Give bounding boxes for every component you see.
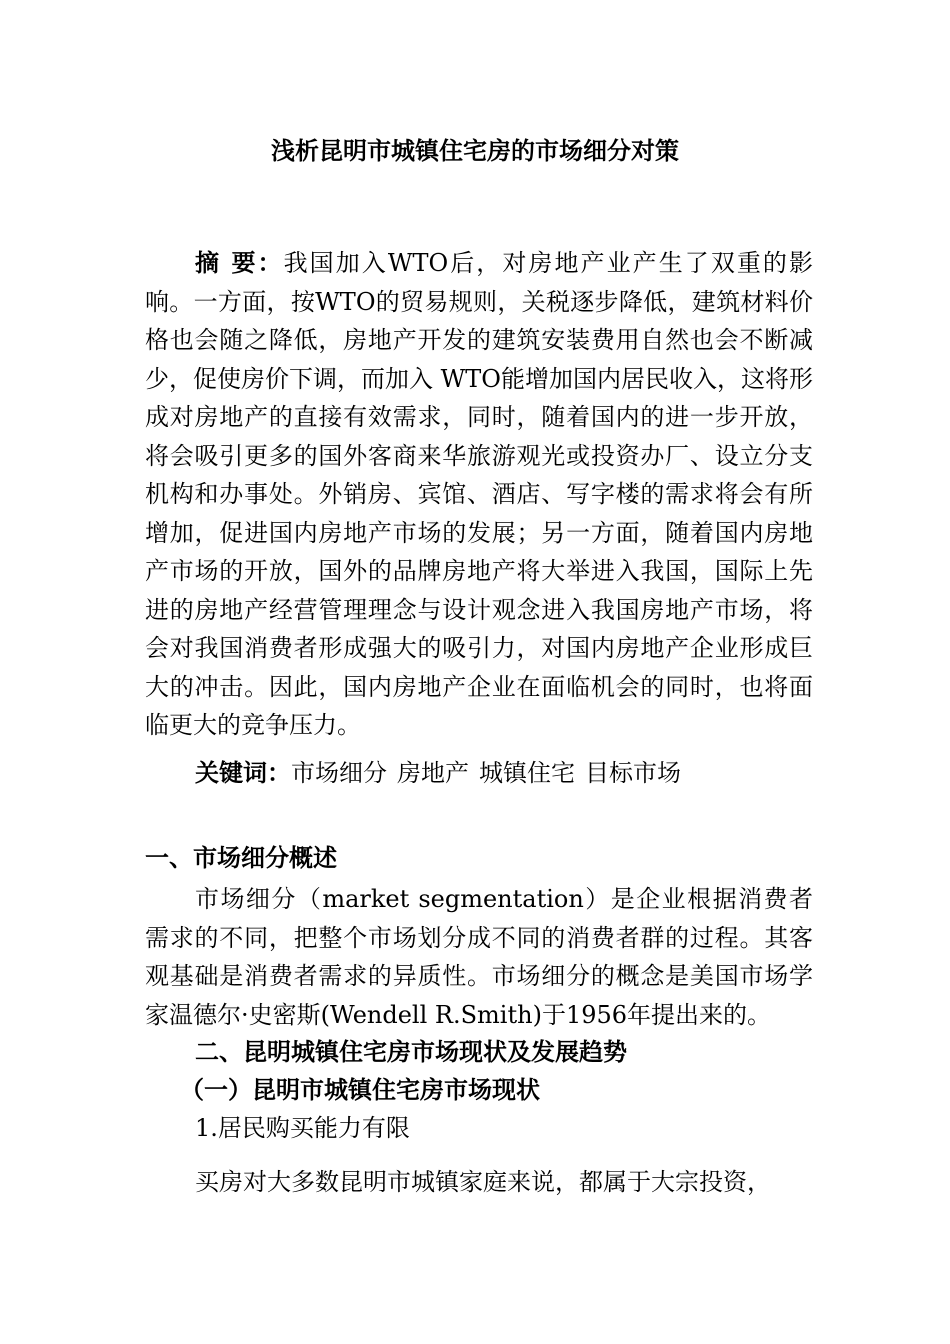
section-heading-1: 一、市场细分概述: [145, 844, 337, 872]
abstract-paragraph: [145, 244, 813, 745]
keyword-item: 城镇住宅: [479, 759, 575, 787]
keyword-item: 市场细分: [291, 759, 387, 787]
keywords-label: 关键词：: [195, 759, 291, 787]
abstract-text: 我国加入WTO后，对房地产业产生了双重的影响。一方面，按WTO的贸易规则，关税逐步降低，建筑材料价格也会随之降低，房地产开发的建筑安装费用自然也会不断减少，促使房价下调，而加入 WTO能增加国内居民收入，这将形成对房地产的直接有效需求，同时，随着国内的进一步开放，将会吸引更多的国外客商来华旅游观光或投资办厂、设立分支机构和办事处。外销房、宾馆、酒店、写字楼的需求将会有所增加，促进国内房地产市场的发展；另一方面，随着国内房地产市场的开放，国外的品牌房地产将大举进入我国，国际上先进的房地产经营管理理念与设计观念进入我国房地产市场，将会对我国消费者形成强大的吸引力，对国内房地产企业形成巨大的冲击。因此，国内房地产企业在面临机会的同时，也将面临更大的竞争压力。: [145, 249, 813, 739]
keywords-line: [195, 754, 681, 792]
keyword-item: 目标市场: [585, 759, 681, 787]
section-1-body: [145, 880, 813, 1034]
section-2-paragraph-start: 买房对大多数昆明市城镇家庭来说，都属于大宗投资，: [195, 1168, 771, 1196]
page-title: 浅析昆明市城镇住宅房的市场细分对策: [271, 137, 679, 165]
abstract-block: [145, 244, 813, 745]
section-1-paragraph: 市场细分（market segmentation）是企业根据消费者需求的不同，把整个市场划分成不同的消费者群的过程。其客观基础是消费者需求的异质性。市场细分的概念是美国市场学家温德尔·史密斯(Wendell R.Smith)于1956年提出来的。: [145, 885, 813, 1029]
section-heading-2: 二、昆明城镇住宅房市场现状及发展趋势: [195, 1038, 627, 1066]
list-item-heading: 1.居民购买能力有限: [195, 1114, 410, 1142]
subsection-heading-1: （一）昆明市城镇住宅房市场现状: [180, 1076, 540, 1104]
abstract-label: 摘 要：: [195, 249, 284, 277]
keyword-item: 房地产: [397, 759, 469, 787]
